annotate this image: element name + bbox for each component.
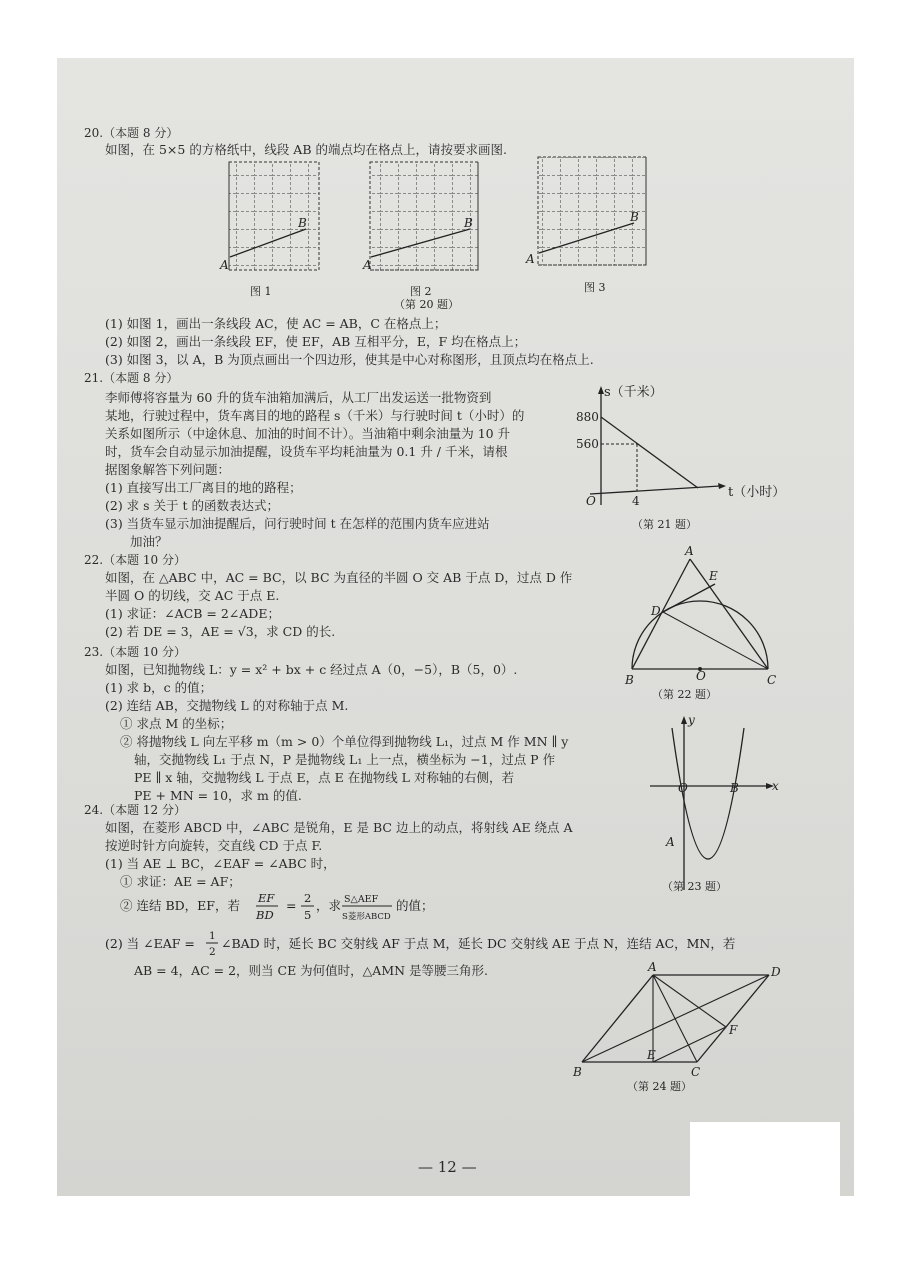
q20-label-a-2: A bbox=[363, 258, 372, 272]
q21-line-4: 时，货车会自动显示加油提醒，设货车平均耗油量为 0.1 升 / 千米，请根 bbox=[105, 444, 508, 459]
q24-sub2-suffix: 的值； bbox=[396, 898, 434, 913]
q24-half-den: 2 bbox=[209, 946, 216, 958]
q22-header: 22.（本题 10 分） bbox=[84, 553, 186, 567]
q23-graph bbox=[650, 710, 800, 905]
q24-sub2-prefix: ② 连结 BD，EF，若 bbox=[120, 898, 240, 913]
q22-label-e: E bbox=[709, 569, 718, 583]
q22-line-1: 如图，在 △ABC 中，AC = BC，以 BC 为直径的半圆 O 交 AB 于点 D，过点 D 作 bbox=[105, 570, 573, 585]
q24-frac3-num: S△AEF bbox=[344, 894, 379, 905]
q23-line-7: PE ∥ x 轴，交抛物线 L 于点 E，点 E 在抛物线 L 对称轴的右侧，若 bbox=[134, 770, 514, 785]
q21-line-9: 加油？ bbox=[105, 534, 168, 549]
q21-origin: O bbox=[586, 494, 596, 508]
q23-line-2: (1) 求 b，c 的值； bbox=[105, 680, 213, 695]
q21-line-6: (1) 直接写出工厂离目的地的路程； bbox=[105, 480, 302, 495]
q20-grid-2 bbox=[362, 162, 478, 311]
q20-grid-3 bbox=[525, 157, 646, 294]
q24-sub2 bbox=[118, 888, 448, 924]
q23-caption: （第 23 题） bbox=[662, 880, 727, 893]
q20-header: 20.（本题 8 分） bbox=[84, 126, 179, 140]
q24-line-2: 按逆时针方向旋转，交直线 CD 于点 F. bbox=[105, 838, 323, 853]
q22-label-d: D bbox=[651, 604, 661, 618]
q22-line-2: 半圆 O 的切线，交 AC 于点 E. bbox=[105, 588, 280, 603]
q24-line-4: ① 求证：AE = AF； bbox=[120, 874, 241, 889]
q21-s-axis-label: s（千米） bbox=[604, 385, 663, 400]
q24-frac1-den: BD bbox=[256, 908, 274, 922]
q24-header: 24.（本题 12 分） bbox=[84, 803, 186, 817]
q24-part2-c: AB = 4，AC = 2，则当 CE 为何值时，△AMN 是等腰三角形. bbox=[134, 963, 489, 978]
q24-part2 bbox=[103, 926, 813, 960]
q20-part-2: (2) 如图 2，画出一条线段 EF，使 EF，AB 互相平分，E，F 均在格点上； bbox=[105, 334, 527, 349]
q21-t-axis-label: t（小时） bbox=[728, 485, 786, 500]
q24-half-num: 1 bbox=[209, 930, 216, 942]
q21-line-7: (2) 求 s 关于 t 的函数表达式； bbox=[105, 498, 280, 513]
q23-line-4: ① 求点 M 的坐标； bbox=[120, 716, 233, 731]
q24-frac2-den: 5 bbox=[304, 908, 312, 922]
q23-line-5: ② 将抛物线 L 向左平移 m（m > 0）个单位得到抛物线 L₁，过点 M 作 MN ∥ y bbox=[120, 734, 569, 749]
q22-figure bbox=[615, 542, 790, 702]
q24-frac2-num: 2 bbox=[304, 891, 312, 905]
q21-line-8: (3) 当货车显示加油提醒后，问行驶时间 t 在怎样的范围内货车应进站 bbox=[105, 516, 490, 531]
q23-line-3: (2) 连结 AB，交抛物线 L 的对称轴于点 M. bbox=[105, 698, 349, 713]
q21-line-graph bbox=[601, 417, 698, 488]
q23-line-6: 轴，交抛物线 L₁ 于点 N，P 是抛物线 L₁ 上一点，横坐标为 −1，过点 P 作 bbox=[134, 752, 556, 767]
q23-label-b: B bbox=[730, 781, 739, 795]
q21-line-2: 某地，行驶过程中，货车离目的地的路程 s（千米）与行驶时间 t（小时）的 bbox=[105, 408, 525, 423]
q24-label-f: F bbox=[729, 1023, 738, 1037]
q23-line-1: 如图，已知抛物线 L：y = x² + bx + c 经过点 A（0，−5），B（5，0）. bbox=[105, 662, 518, 677]
q22-label-c: C bbox=[767, 673, 777, 687]
q20-figures bbox=[200, 157, 670, 317]
blank-patch bbox=[690, 1122, 840, 1200]
q23-header: 23.（本题 10 分） bbox=[84, 645, 186, 659]
q24-label-d: D bbox=[771, 965, 781, 979]
q24-label-e: E bbox=[647, 1048, 656, 1062]
q20-stem: 如图，在 5×5 的方格纸中，线段 AB 的端点均在格点上，请按要求画图. bbox=[105, 142, 507, 157]
q21-header: 21.（本题 8 分） bbox=[84, 371, 179, 385]
q24-label-b: B bbox=[573, 1065, 582, 1079]
q22-caption: （第 22 题） bbox=[652, 688, 717, 701]
q23-origin: O bbox=[678, 781, 688, 795]
q24-frac1-num: EF bbox=[258, 891, 275, 905]
q21-line-1: 李师傅将容量为 60 升的货车油箱加满后，从工厂出发运送一批物资到 bbox=[105, 390, 492, 405]
q22-line-3: (1) 求证：∠ACB = 2∠ADE； bbox=[105, 606, 280, 621]
q22-label-o: O bbox=[696, 669, 706, 683]
q24-figure bbox=[565, 958, 795, 1098]
q24-sub2-mid: ，求 bbox=[316, 898, 342, 913]
q20-caption: （第 20 题） bbox=[394, 298, 459, 311]
q24-part2-a: (2) 当 ∠EAF = bbox=[105, 936, 195, 951]
q24-label-a: A bbox=[648, 960, 657, 974]
q23-line-8: PE + MN = 10，求 m 的值. bbox=[134, 788, 302, 803]
q21-graph bbox=[576, 380, 786, 535]
q24-eq: = bbox=[286, 898, 297, 913]
q23-x-label: x bbox=[772, 779, 779, 793]
q22-line-4: (2) 若 DE = 3，AE = √3，求 CD 的长. bbox=[105, 624, 336, 639]
q20-part-1: (1) 如图 1，画出一条线段 AC，使 AC = AB，C 在格点上； bbox=[105, 316, 447, 331]
q22-label-a: A bbox=[685, 544, 694, 558]
q21-line-3: 关系如图所示（中途休息、加油的时间不计）。当油箱中剩余油量为 10 升 bbox=[105, 426, 511, 441]
q24-label-c: C bbox=[691, 1065, 701, 1079]
q22-label-b: B bbox=[625, 673, 634, 687]
q20-grid-1 bbox=[219, 162, 319, 298]
q20-label-b-2: B bbox=[464, 216, 473, 230]
q23-label-a: A bbox=[666, 835, 675, 849]
q20-label-b-3: B bbox=[630, 210, 639, 224]
q21-tick-4: 4 bbox=[632, 494, 640, 508]
q21-tick-560: 560 bbox=[576, 437, 599, 451]
q20-fig1-label: 图 1 bbox=[250, 285, 272, 298]
q21-line-5: 据图象解答下列问题： bbox=[105, 462, 231, 477]
q24-line-1: 如图，在菱形 ABCD 中，∠ABC 是锐角，E 是 BC 边上的动点，将射线 AE 绕点 A bbox=[105, 820, 573, 835]
q24-frac3-den: S菱形ABCD bbox=[342, 912, 391, 922]
q20-fig3-label: 图 3 bbox=[584, 281, 606, 294]
q20-label-a-1: A bbox=[220, 258, 229, 272]
q24-line-3: (1) 当 AE ⊥ BC，∠EAF = ∠ABC 时， bbox=[105, 856, 336, 871]
page-number: — 12 — bbox=[418, 1158, 477, 1176]
q20-fig2-label: 图 2 bbox=[410, 285, 432, 298]
q24-caption: （第 24 题） bbox=[627, 1080, 692, 1093]
q20-part-3: (3) 如图 3，以 A，B 为顶点画出一个四边形，使其是中心对称图形，且顶点均在格点上. bbox=[105, 352, 594, 367]
q21-tick-880: 880 bbox=[576, 410, 599, 424]
q21-caption: （第 21 题） bbox=[632, 518, 697, 531]
q20-label-b-1: B bbox=[298, 216, 307, 230]
q23-y-label: y bbox=[688, 713, 695, 727]
q24-part2-b: ∠BAD 时，延长 BC 交射线 AF 于点 M，延长 DC 交射线 AE 于点 N，连结 AC，MN，若 bbox=[221, 936, 736, 951]
q20-label-a-3: A bbox=[526, 252, 535, 266]
